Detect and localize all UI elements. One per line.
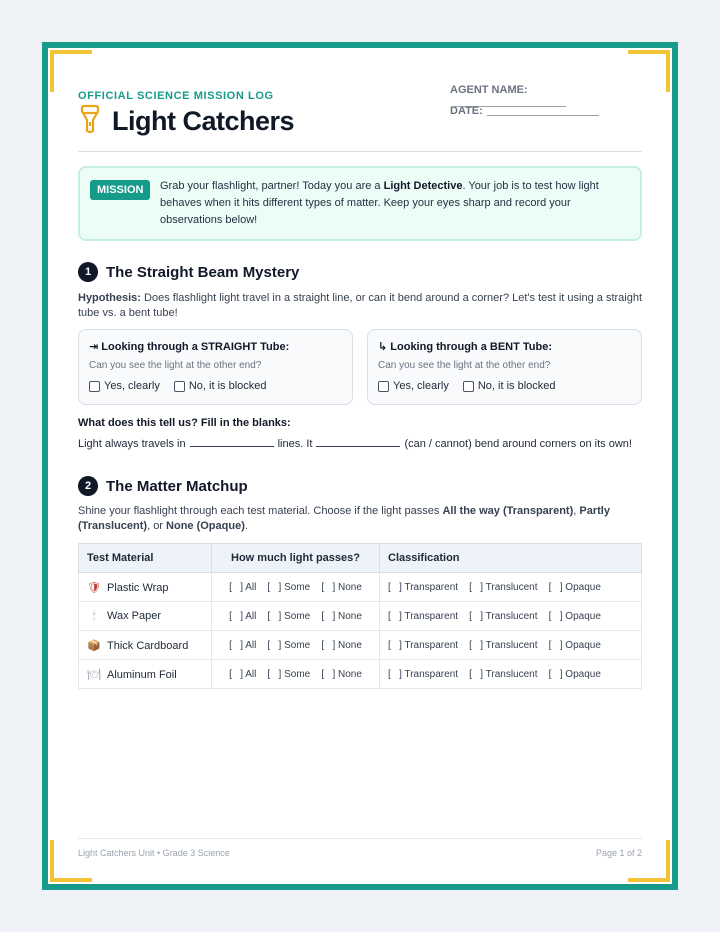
- section-number-badge: 2: [78, 476, 98, 496]
- option-label: No, it is blocked: [477, 380, 556, 392]
- column-header: How much light passes?: [212, 544, 380, 573]
- footer-divider: [78, 838, 642, 839]
- straight-yes-option[interactable]: [89, 380, 160, 392]
- section-2-heading: [78, 476, 248, 496]
- mission-box: [78, 166, 642, 241]
- light-pass-cell[interactable]: [212, 602, 380, 631]
- header: [78, 78, 642, 146]
- table-header-row: [79, 544, 642, 573]
- mission-badge: MISSION: [90, 180, 150, 200]
- date-line[interactable]: [487, 115, 599, 116]
- date-field[interactable]: [450, 105, 599, 117]
- option-label: Yes, clearly: [393, 380, 449, 392]
- classification-options[interactable]: [ ] Transparent [ ] Translucent [ ] Opaque: [388, 610, 601, 622]
- intro-bold: Partly (Translucent): [78, 505, 610, 532]
- bent-no-option[interactable]: [463, 380, 556, 392]
- intro-bold: All the way (Transparent): [442, 505, 574, 517]
- box-icon: 📦: [87, 639, 101, 652]
- matter-intro-text: [78, 504, 642, 534]
- light-pass-cell[interactable]: [212, 631, 380, 660]
- worksheet-page: [42, 42, 678, 890]
- straight-tube-question: Can you see the light at the other end?: [89, 360, 262, 371]
- classification-cell[interactable]: [380, 660, 642, 689]
- option-label: Yes, clearly: [104, 380, 160, 392]
- material-cell: [79, 573, 212, 602]
- column-header: Classification: [380, 544, 642, 573]
- light-pass-cell[interactable]: [212, 660, 380, 689]
- bent-tube-options: [378, 380, 570, 392]
- light-pass-options[interactable]: [ ] All [ ] Some [ ] None: [229, 581, 362, 593]
- arrow-bend-icon: ↳: [378, 341, 388, 353]
- intro-part: ,: [573, 505, 580, 517]
- classification-options[interactable]: [ ] Transparent [ ] Translucent [ ] Opaque: [388, 668, 601, 680]
- candle-icon: 🕯: [92, 609, 96, 622]
- intro-bold: None (Opaque): [166, 520, 245, 532]
- intro-part: .: [244, 520, 248, 532]
- straight-no-option[interactable]: [174, 380, 267, 392]
- straight-tube-label: Looking through a STRAIGHT Tube:: [101, 341, 290, 353]
- table-row: [79, 573, 642, 602]
- classification-cell[interactable]: [380, 631, 642, 660]
- fill-in-sentence: [78, 438, 642, 450]
- matter-matchup-table: [78, 543, 642, 689]
- worksheet-content: [78, 78, 643, 858]
- section-1-heading: [78, 262, 299, 282]
- hypothesis-body: Does flashlight light travel in a straight line, or can it bend around a corner? Let's test it using a straight tube vs. a bent tube!: [78, 292, 643, 319]
- straight-tube-title: [89, 340, 289, 353]
- material-name: Plastic Wrap: [107, 581, 169, 594]
- material-name: Aluminum Foil: [107, 668, 177, 681]
- straight-tube-options: [89, 380, 281, 392]
- table-row: [79, 631, 642, 660]
- checkbox[interactable]: [89, 381, 100, 392]
- checkbox[interactable]: [378, 381, 389, 392]
- corner-accent-bottom-right: [628, 840, 670, 882]
- classification-options[interactable]: [ ] Transparent [ ] Translucent [ ] Opaque: [388, 581, 601, 593]
- bent-tube-label: Looking through a BENT Tube:: [390, 341, 552, 353]
- hypothesis-label: Hypothesis:: [78, 292, 141, 304]
- bent-yes-option[interactable]: [378, 380, 449, 392]
- option-label: No, it is blocked: [188, 380, 267, 392]
- fill-text: (can / cannot) bend around corners on its own!: [404, 438, 632, 450]
- shield-icon: 🛡: [87, 581, 101, 594]
- section-title: The Straight Beam Mystery: [106, 263, 300, 281]
- mission-text-part: . Your job is to test how light behaves when it hits different types of matter. Keep your eyes sharp and record your observations below!: [160, 180, 599, 226]
- mission-text-part: Grab your flashlight, partner! Today you are a: [160, 180, 384, 192]
- column-header: Test Material: [79, 544, 212, 573]
- material-cell: [79, 631, 212, 660]
- blank-line[interactable]: [190, 446, 274, 447]
- material-name: Wax Paper: [107, 609, 162, 622]
- light-pass-cell[interactable]: [212, 573, 380, 602]
- fill-text: lines. It: [277, 438, 313, 450]
- page-title: Light Catchers: [112, 106, 295, 136]
- plate-icon: 🍽: [87, 668, 101, 681]
- mission-text-bold: Light Detective: [383, 180, 463, 192]
- bent-tube-title: [378, 340, 552, 353]
- date-label: DATE:: [450, 105, 483, 117]
- kicker-label: OFFICIAL SCIENCE MISSION LOG: [78, 90, 274, 102]
- checkbox[interactable]: [174, 381, 185, 392]
- blank-line[interactable]: [316, 446, 400, 447]
- classification-cell[interactable]: [380, 573, 642, 602]
- title-row: [78, 104, 294, 139]
- flashlight-icon: [78, 104, 112, 139]
- fill-in-prompt: What does this tell us? Fill in the blanks:: [78, 417, 291, 429]
- intro-part: , or: [147, 520, 167, 532]
- straight-tube-card: [78, 329, 353, 405]
- footer-page-number: Page 1 of 2: [595, 848, 642, 858]
- classification-cell[interactable]: [380, 602, 642, 631]
- corner-accent-bottom-left: [50, 840, 92, 882]
- material-cell: [79, 660, 212, 689]
- mission-text: [160, 178, 630, 229]
- fill-text: Light always travels in: [78, 438, 186, 450]
- table-row: [79, 660, 642, 689]
- light-pass-options[interactable]: [ ] All [ ] Some [ ] None: [229, 668, 362, 680]
- checkbox[interactable]: [463, 381, 474, 392]
- agent-name-label: AGENT NAME:: [450, 84, 528, 96]
- table-row: [79, 602, 642, 631]
- material-cell: [79, 602, 212, 631]
- arrow-right-bar-icon: ⇥: [89, 341, 99, 353]
- bent-tube-question: Can you see the light at the other end?: [378, 360, 551, 371]
- classification-options[interactable]: [ ] Transparent [ ] Translucent [ ] Opaque: [388, 639, 601, 651]
- section-number-badge: 1: [78, 262, 98, 282]
- light-pass-options[interactable]: [ ] All [ ] Some [ ] None: [229, 639, 362, 651]
- light-pass-options[interactable]: [ ] All [ ] Some [ ] None: [229, 610, 362, 622]
- bent-tube-card: [367, 329, 642, 405]
- material-name: Thick Cardboard: [107, 639, 189, 652]
- footer-unit-label: Light Catchers Unit • Grade 3 Science: [78, 848, 230, 858]
- section-title: The Matter Matchup: [106, 477, 248, 495]
- table-body: [79, 573, 642, 689]
- intro-part: Shine your flashlight through each test material. Choose if the light passes: [78, 505, 443, 517]
- hypothesis-text: [78, 291, 642, 321]
- header-divider: [78, 151, 642, 152]
